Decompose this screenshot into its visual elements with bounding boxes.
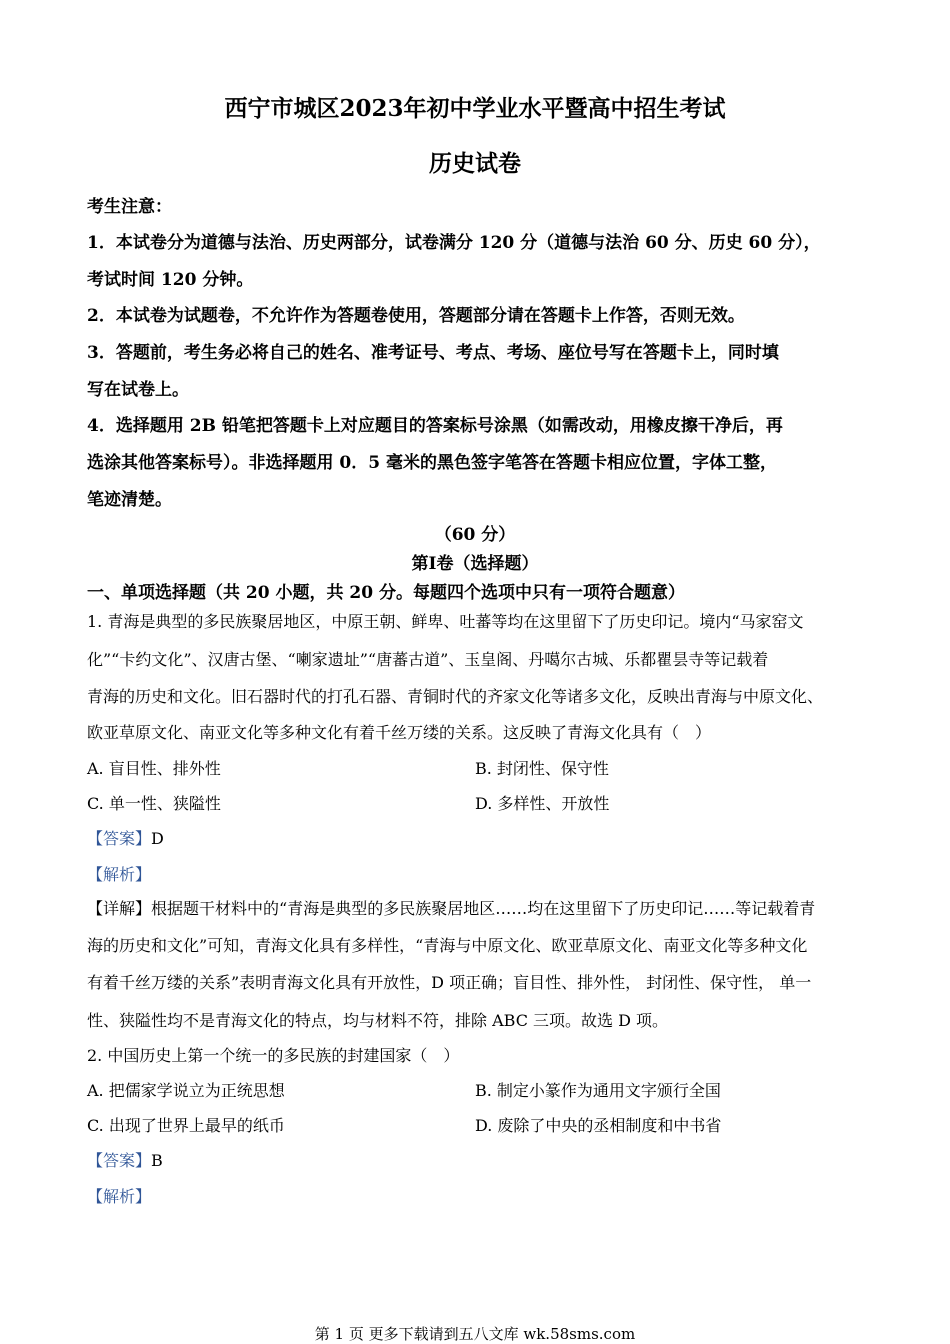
question-1-detail-line: 性、狭隘性均不是青海文化的特点，均与材料不符，排除 ABC 三项。故选 D 项。 — [87, 1011, 669, 1030]
notice-line: 选涂其他答案标号）。非选择题用 0．5 毫米的黑色签字笔答在答题卡相应位置，字体工整， — [87, 453, 777, 473]
section-part: 第Ⅰ卷（选择题） — [411, 554, 539, 574]
question-1-detail-line: 海的历史和文化”可知，青海文化具有多样性，“青海与中原文化、欧亚草原文化、南亚文化等多种文化 — [87, 936, 808, 955]
question-1-detail-line: 有着千丝万缕的关系”表明青海文化具有开放性，D 项正确；盲目性、排外性， 封闭性、保守性， 单一 — [87, 973, 812, 992]
question-1-stem: 化”“卡约文化”、汉唐古堡、“喇家遗址”“唐蕃古道”、玉皇阁、丹噶尔古城、乐都瞿昙寺等记载着 — [87, 650, 769, 669]
answer-value: B — [151, 1151, 163, 1170]
question-1-option-d: D. 多样性、开放性 — [475, 794, 610, 813]
section-heading: 一、单项选择题（共 20 小题，共 20 分。每题四个选项中只有一项符合题意） — [87, 583, 685, 603]
question-2-option-b: B. 制定小篆作为通用文字颁行全国 — [475, 1081, 721, 1100]
notice-line: 4．选择题用 2B 铅笔把答题卡上对应题目的答案标号涂黑（如需改动，用橡皮擦干净后，再 — [87, 416, 783, 436]
detail-line: 根据题干材料中的“青海是典型的多民族聚居地区……均在这里留下了历史印记……等记载着青 — [151, 899, 816, 918]
notice-line: 写在试卷上。 — [87, 380, 189, 400]
question-2-answer — [87, 1148, 163, 1171]
answer-tag: 【答案】 — [87, 829, 152, 848]
notice-line: 考试时间 120 分钟。 — [87, 270, 254, 290]
exam-title: 西宁市城区2023年初中学业水平暨高中招生考试 — [224, 95, 726, 122]
question-2-option-a: A. 把儒家学说立为正统思想 — [87, 1081, 285, 1100]
notice-heading: 考生注意： — [87, 197, 172, 217]
page-footer: 第 1 页 更多下载请到五八文库 wk.58sms.com — [314, 1325, 636, 1343]
question-1-detail — [87, 896, 815, 919]
question-2-stem: 2. 中国历史上第一个统一的多民族的封建国家（ ） — [87, 1046, 460, 1065]
exam-subtitle: 历史试卷 — [429, 150, 521, 177]
notice-line: 1．本试卷分为道德与法治、历史两部分，试卷满分 120 分（道德与法治 60 分、历史 60 分）， — [87, 233, 821, 253]
answer-value: D — [151, 829, 164, 848]
section-score: （60 分） — [434, 525, 516, 545]
question-2-option-c: C. 出现了世界上最早的纸币 — [87, 1116, 285, 1135]
answer-tag: 【答案】 — [87, 1151, 152, 1170]
question-2-analysis-tag: 【解析】 — [87, 1187, 152, 1206]
question-1-stem: 欧亚草原文化、南亚文化等多种文化有着千丝万缕的关系。这反映了青海文化具有（ ） — [87, 723, 712, 742]
notice-line: 3．答题前，考生务必将自己的姓名、准考证号、考点、考场、座位号写在答题卡上，同时填 — [87, 343, 779, 363]
question-1-option-b: B. 封闭性、保守性 — [475, 759, 609, 778]
question-1-stem: 1. 青海是典型的多民族聚居地区，中原王朝、鲜卑、吐蕃等均在这里留下了历史印记。境内“马家窑文 — [87, 612, 804, 631]
question-1-option-a: A. 盲目性、排外性 — [87, 759, 221, 778]
question-2-option-d: D. 废除了中央的丞相制度和中书省 — [475, 1116, 722, 1135]
detail-tag: 【详解】 — [87, 899, 152, 918]
notice-line: 2．本试卷为试题卷，不允许作为答题卷使用，答题部分请在答题卡上作答，否则无效。 — [87, 306, 745, 326]
notice-line: 笔迹清楚。 — [87, 490, 172, 510]
question-1-answer — [87, 826, 164, 849]
question-1-analysis-tag: 【解析】 — [87, 865, 152, 884]
question-1-stem: 青海的历史和文化。旧石器时代的打孔石器、青铜时代的齐家文化等诸多文化，反映出青海与中原文化、 — [87, 687, 824, 706]
question-1-option-c: C. 单一性、狭隘性 — [87, 794, 221, 813]
